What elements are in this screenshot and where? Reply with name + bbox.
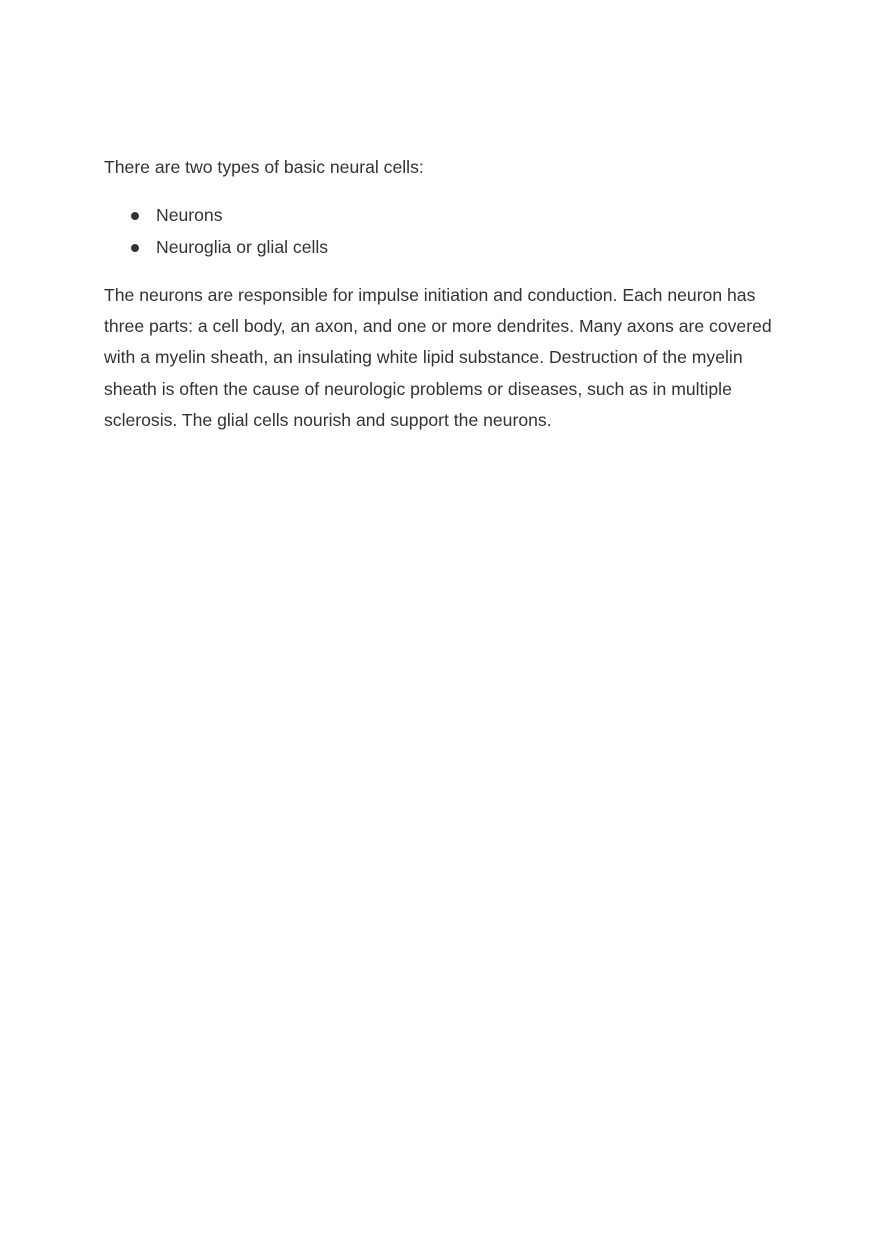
bullet-icon	[131, 212, 139, 220]
intro-text: There are two types of basic neural cells:	[104, 157, 424, 177]
list-item-label: Neurons	[156, 205, 223, 225]
list-item	[104, 232, 784, 264]
document-content	[104, 152, 784, 436]
list-item-label: Neuroglia or glial cells	[156, 236, 329, 257]
body-paragraph: The neurons are responsible for impulse initiation and conduction. Each neuron has three parts: a cell body, an axon, and one or more dendrites. Many axons are covered with a myelin sheath, an insulating white lipid substance. Destruction of the myelin sheath is often the cause of neurologic problems or diseases, such as in multiple sclerosis. The glial cells nourish and support the neurons.	[104, 285, 772, 430]
bullet-list	[104, 200, 784, 263]
list-item	[104, 200, 784, 232]
bullet-icon	[131, 244, 139, 252]
